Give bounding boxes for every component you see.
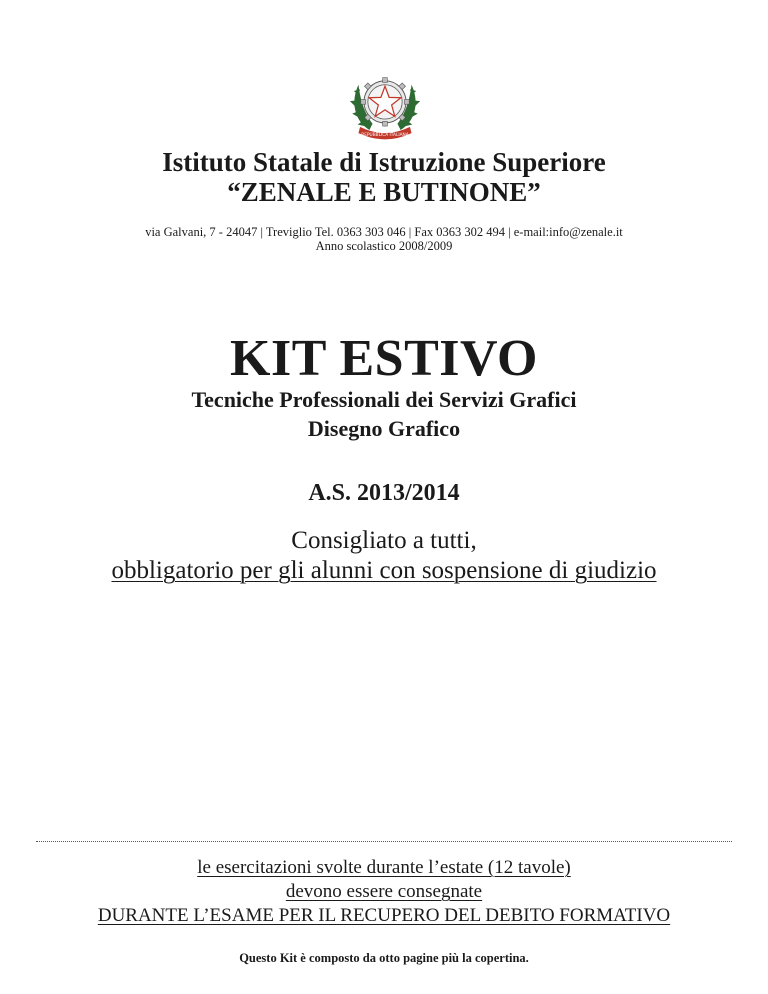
notice-line-1 xyxy=(0,856,768,880)
subject-subtitle: Disegno Grafico xyxy=(307,416,461,441)
kit-title: KIT ESTIVO xyxy=(230,330,538,387)
notice-text-1: le esercitazioni svolte durante l’estate (12 tavole) xyxy=(197,857,571,878)
notice-text-2: devono essere consegnate xyxy=(285,881,483,902)
subject-title: Tecniche Professionali dei Servizi Grafici xyxy=(191,387,577,412)
notice-text-3: DURANTE L’ESAME PER IL RECUPERO DEL DEBITO FORMATIVO xyxy=(97,905,671,926)
school-year: Anno scolastico 2008/2009 xyxy=(315,239,453,253)
mandatory-text: obbligatorio per gli alunni con sospensione di giudizio xyxy=(111,557,657,584)
institution-name: Istituto Statale di Istruzione Superiore xyxy=(162,147,606,177)
dotted-divider xyxy=(36,841,732,842)
notice-line-3 xyxy=(0,904,768,928)
mandatory-line xyxy=(0,556,768,586)
institution-short-name: “ZENALE E BUTINONE” xyxy=(227,177,541,207)
svg-text:REPUBBLICA ITALIANA: REPUBBLICA ITALIANA xyxy=(361,133,409,139)
footer-note: Questo Kit è composto da otto pagine più la copertina. xyxy=(239,951,529,965)
italian-republic-emblem-icon xyxy=(346,66,424,144)
recommendation-line: Consigliato a tutti, xyxy=(291,527,477,554)
institution-address: via Galvani, 7 - 24047 | Treviglio Tel. 0363 303 046 | Fax 0363 302 494 | e-mail:info@zenale.it xyxy=(145,225,623,239)
notice-line-2 xyxy=(0,880,768,904)
academic-year: A.S. 2013/2014 xyxy=(308,480,460,506)
